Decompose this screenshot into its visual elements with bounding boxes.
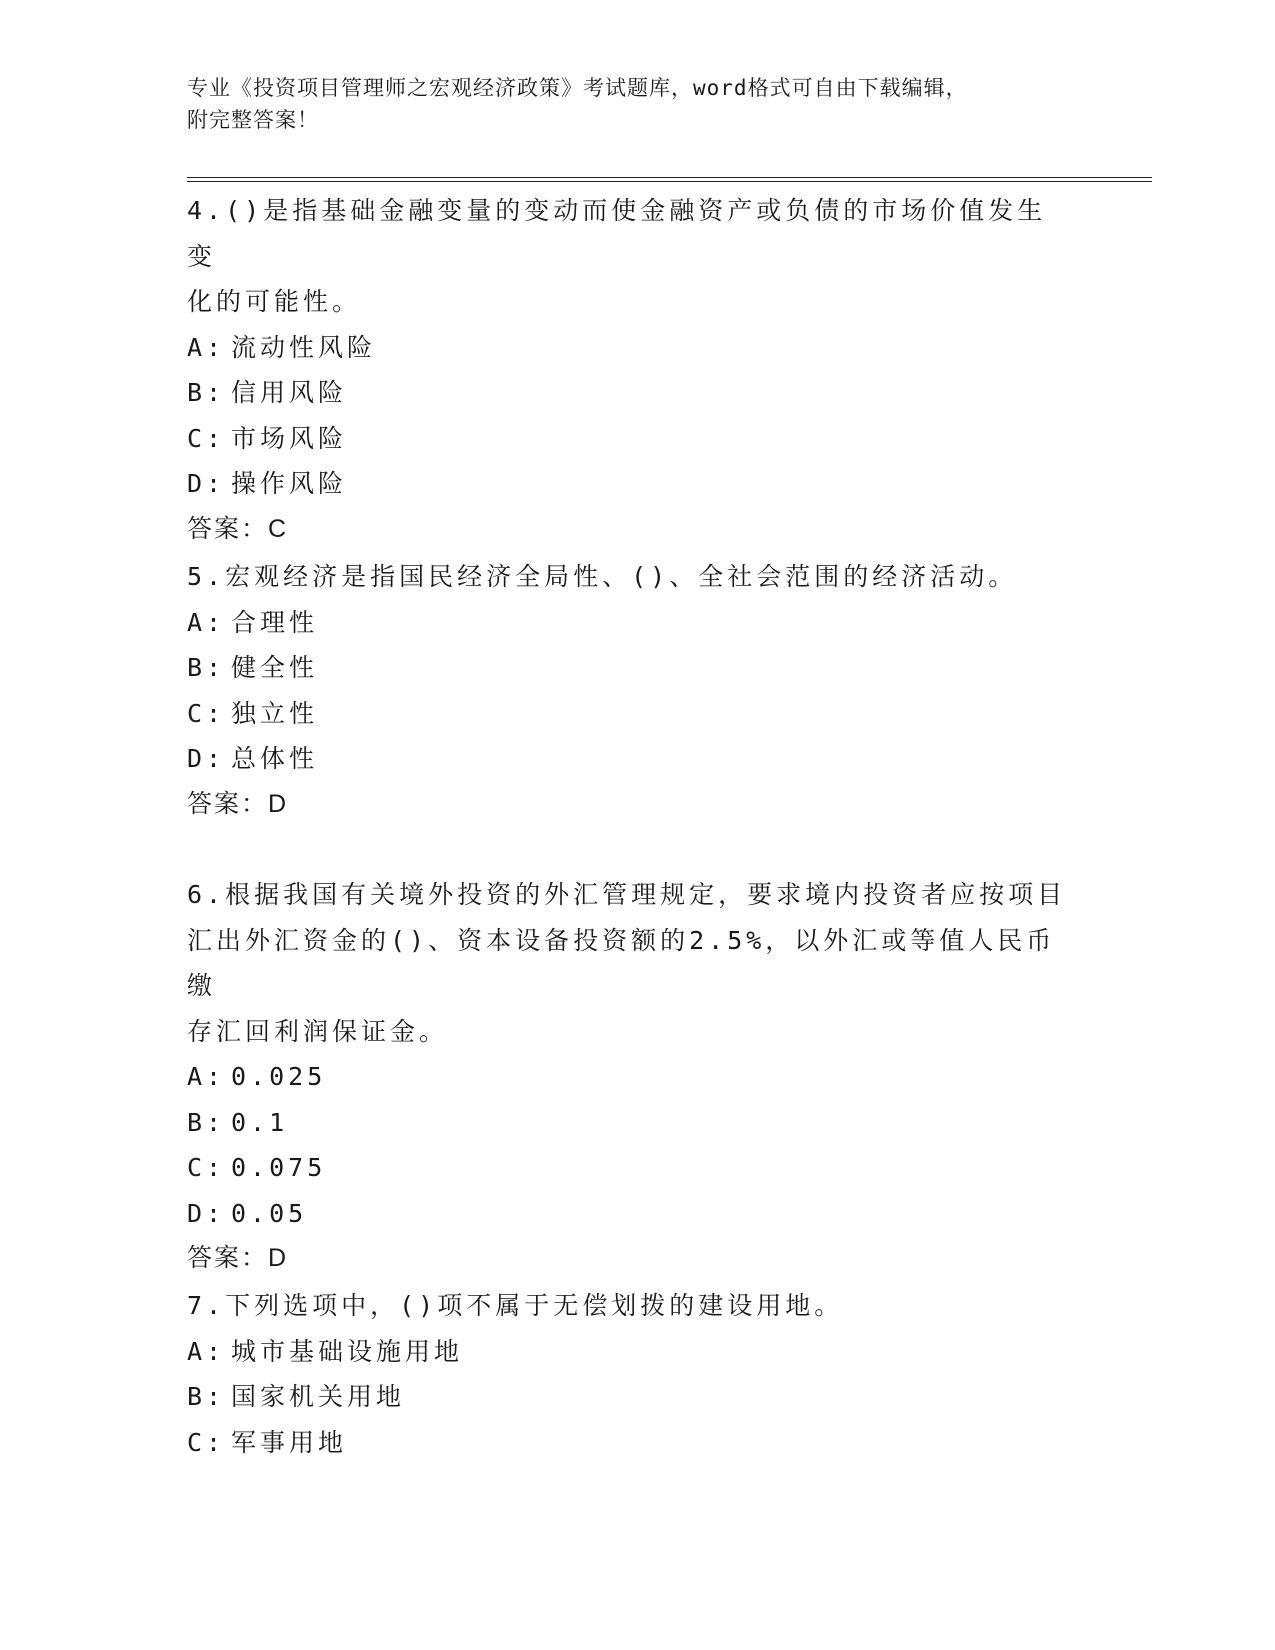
option-text: 市场风险 [231, 423, 348, 453]
option-c [187, 416, 1067, 462]
question-stem: 7.下列选项中，()项不属于无偿划拨的建设用地。 [187, 1291, 844, 1320]
option-key: A: [187, 1336, 226, 1366]
option-text: 健全性 [231, 653, 319, 682]
question-stem: 4.()是指基础金融变量的变动而使金融资产或负债的市场价值发生变 [187, 196, 1047, 271]
option-a [187, 600, 1067, 646]
option-text: 0.1 [231, 1107, 289, 1137]
question-stem: 汇出外汇资金的()、资本设备投资额的2.5%，以外汇或等值人民币缴 [187, 925, 1056, 1000]
option-b [187, 645, 1067, 691]
option-key: B: [187, 1382, 226, 1411]
header-line-2: 附完整答案！ [187, 108, 319, 132]
option-key: C: [187, 698, 226, 728]
document-header [187, 72, 1067, 136]
option-a [187, 1329, 1067, 1375]
answer-line: 答案：D [187, 1244, 289, 1272]
option-key: C: [187, 423, 226, 453]
option-c [187, 691, 1067, 737]
option-key: C: [187, 1427, 226, 1457]
option-text: 合理性 [231, 607, 319, 637]
option-c [187, 1420, 1067, 1466]
option-key: A: [187, 332, 226, 362]
option-text: 0.075 [231, 1153, 327, 1182]
option-b [187, 370, 1067, 416]
option-key: B: [187, 378, 226, 407]
option-key: A: [187, 1062, 226, 1091]
option-a [187, 1054, 1067, 1100]
option-b [187, 1374, 1067, 1420]
question-5 [187, 554, 1067, 827]
option-d [187, 1191, 1067, 1237]
option-text: 操作风险 [231, 469, 348, 498]
question-stem: 6.根据我国有关境外投资的外汇管理规定，要求境内投资者应按项目 [187, 880, 1067, 909]
option-key: D: [187, 469, 226, 498]
answer-line: 答案：D [187, 789, 289, 818]
option-text: 0.025 [231, 1062, 327, 1091]
question-stem: 存汇回利润保证金。 [187, 1016, 449, 1046]
question-stem: 化的可能性。 [187, 287, 362, 316]
option-d [187, 461, 1067, 507]
option-key: D: [187, 1198, 226, 1228]
question-4 [187, 188, 1067, 552]
option-text: 城市基础设施用地 [231, 1336, 464, 1366]
option-text: 军事用地 [231, 1427, 348, 1457]
option-c [187, 1145, 1067, 1191]
option-key: D: [187, 744, 226, 773]
option-text: 0.05 [231, 1198, 308, 1228]
header-line-1: 专业《投资项目管理师之宏观经济政策》考试题库，word格式可自由下载编辑， [187, 76, 968, 100]
option-text: 流动性风险 [231, 332, 377, 362]
question-6 [187, 872, 1067, 1282]
question-7 [187, 1283, 1067, 1465]
option-text: 总体性 [231, 744, 319, 773]
option-text: 国家机关用地 [231, 1382, 406, 1411]
option-key: B: [187, 653, 226, 682]
option-key: C: [187, 1153, 226, 1182]
option-key: A: [187, 607, 226, 637]
option-key: B: [187, 1107, 226, 1137]
option-a [187, 325, 1067, 371]
option-text: 信用风险 [231, 378, 348, 407]
option-d [187, 736, 1067, 782]
question-stem: 5.宏观经济是指国民经济全局性、()、全社会范围的经济活动。 [187, 562, 1018, 591]
answer-line: 答案：C [187, 514, 289, 543]
option-text: 独立性 [231, 698, 319, 728]
option-b [187, 1100, 1067, 1146]
header-double-rule [187, 177, 1152, 182]
